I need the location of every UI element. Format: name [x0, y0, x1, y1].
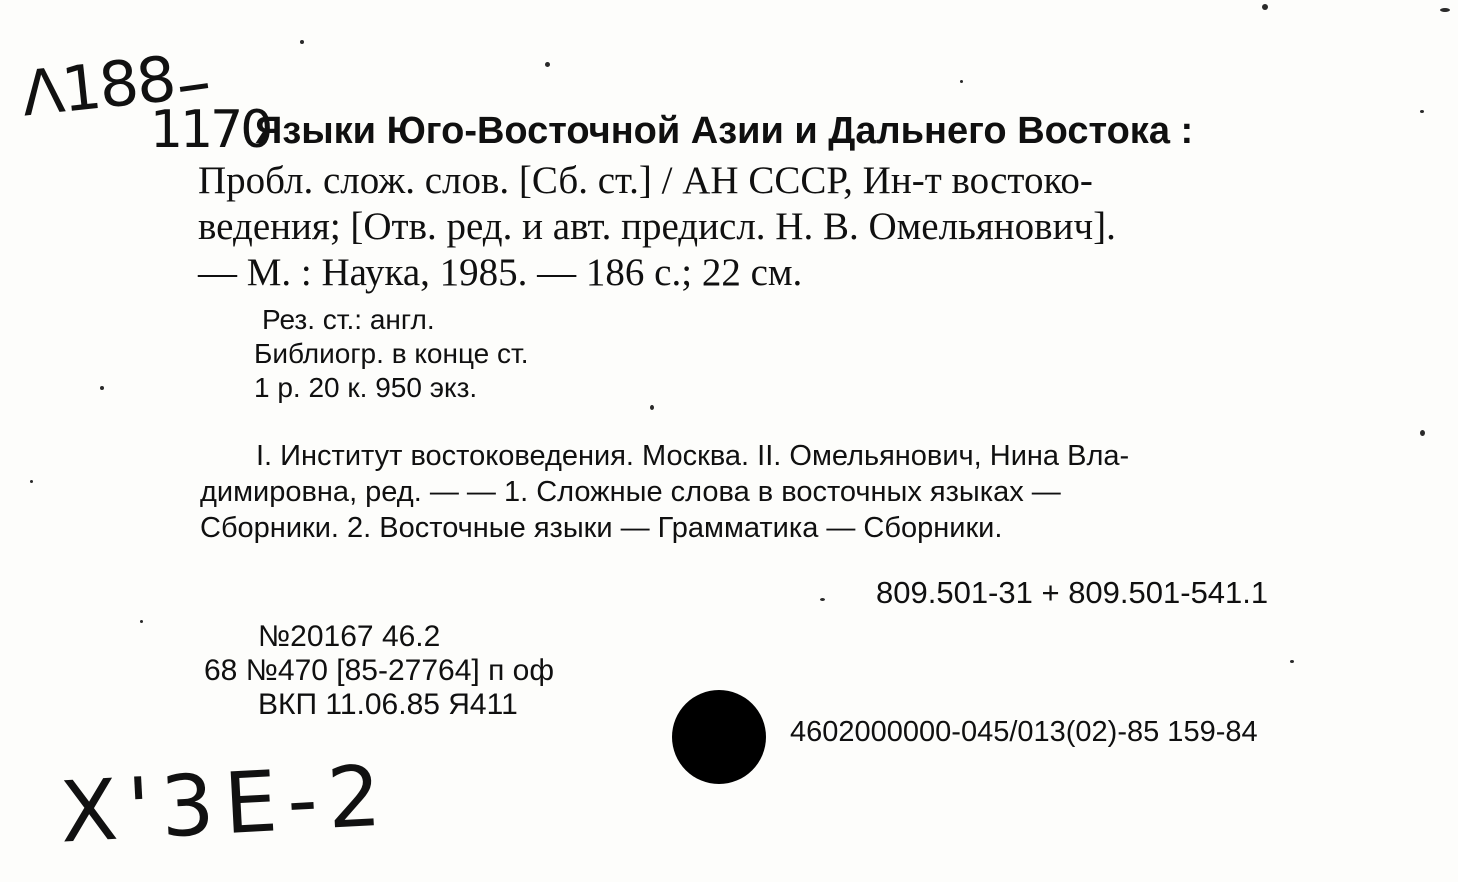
entry-title: Языки Юго-Восточной Азии и Дальнего Востока :: [255, 110, 1194, 152]
isbn-line: 4602000000-045/013(02)-85 159-84: [790, 716, 1258, 748]
speck: [1420, 110, 1424, 113]
classification-number: 809.501-31 + 809.501-541.1: [876, 575, 1269, 610]
speck: [100, 386, 104, 390]
speck: [1290, 660, 1294, 663]
speck: [1262, 4, 1268, 10]
speck: [1440, 8, 1450, 12]
note-price: 1 р. 20 к. 950 экз.: [254, 372, 478, 403]
speck: [820, 598, 825, 601]
tracing-line: димировна, ред. — — 1. Сложные слова в восточных языках —: [200, 476, 1061, 508]
code-line: 68 №470 [85-27764] п оф: [204, 654, 555, 687]
handwritten-bottom-code: Х'3E-2: [57, 746, 394, 862]
entry-line: ведения; [Отв. ред. и авт. предисл. Н. В. Омельянович].: [198, 205, 1116, 248]
speck: [545, 62, 550, 67]
handwritten-number: 1170: [150, 100, 271, 160]
speck: [140, 620, 143, 623]
note-summary: Рез. ст.: англ.: [262, 304, 435, 335]
handwritten-shelf-mark: Λ188: [18, 42, 178, 131]
note-bibliography: Библиогр. в конце ст.: [254, 338, 529, 369]
code-line: №20167 46.2: [258, 620, 441, 653]
code-line: ВКП 11.06.85 Я411: [258, 688, 518, 721]
tracing-line: I. Институт востоковедения. Москва. II. Омельянович, Нина Вла-: [256, 440, 1130, 472]
handwritten-overline: [180, 83, 208, 92]
speck: [1420, 430, 1425, 436]
tracing-line: Сборники. 2. Восточные языки — Грамматика — Сборники.: [200, 512, 1003, 544]
speck: [650, 405, 654, 410]
entry-imprint: — М. : Наука, 1985. — 186 с.; 22 см.: [198, 251, 803, 294]
entry-line: Пробл. слож. слов. [Сб. ст.] / АН СССР, Ин-т востоко-: [198, 159, 1093, 202]
speck: [960, 80, 963, 83]
speck: [300, 40, 304, 44]
speck: [30, 480, 33, 483]
black-dot-mark: [672, 690, 766, 784]
